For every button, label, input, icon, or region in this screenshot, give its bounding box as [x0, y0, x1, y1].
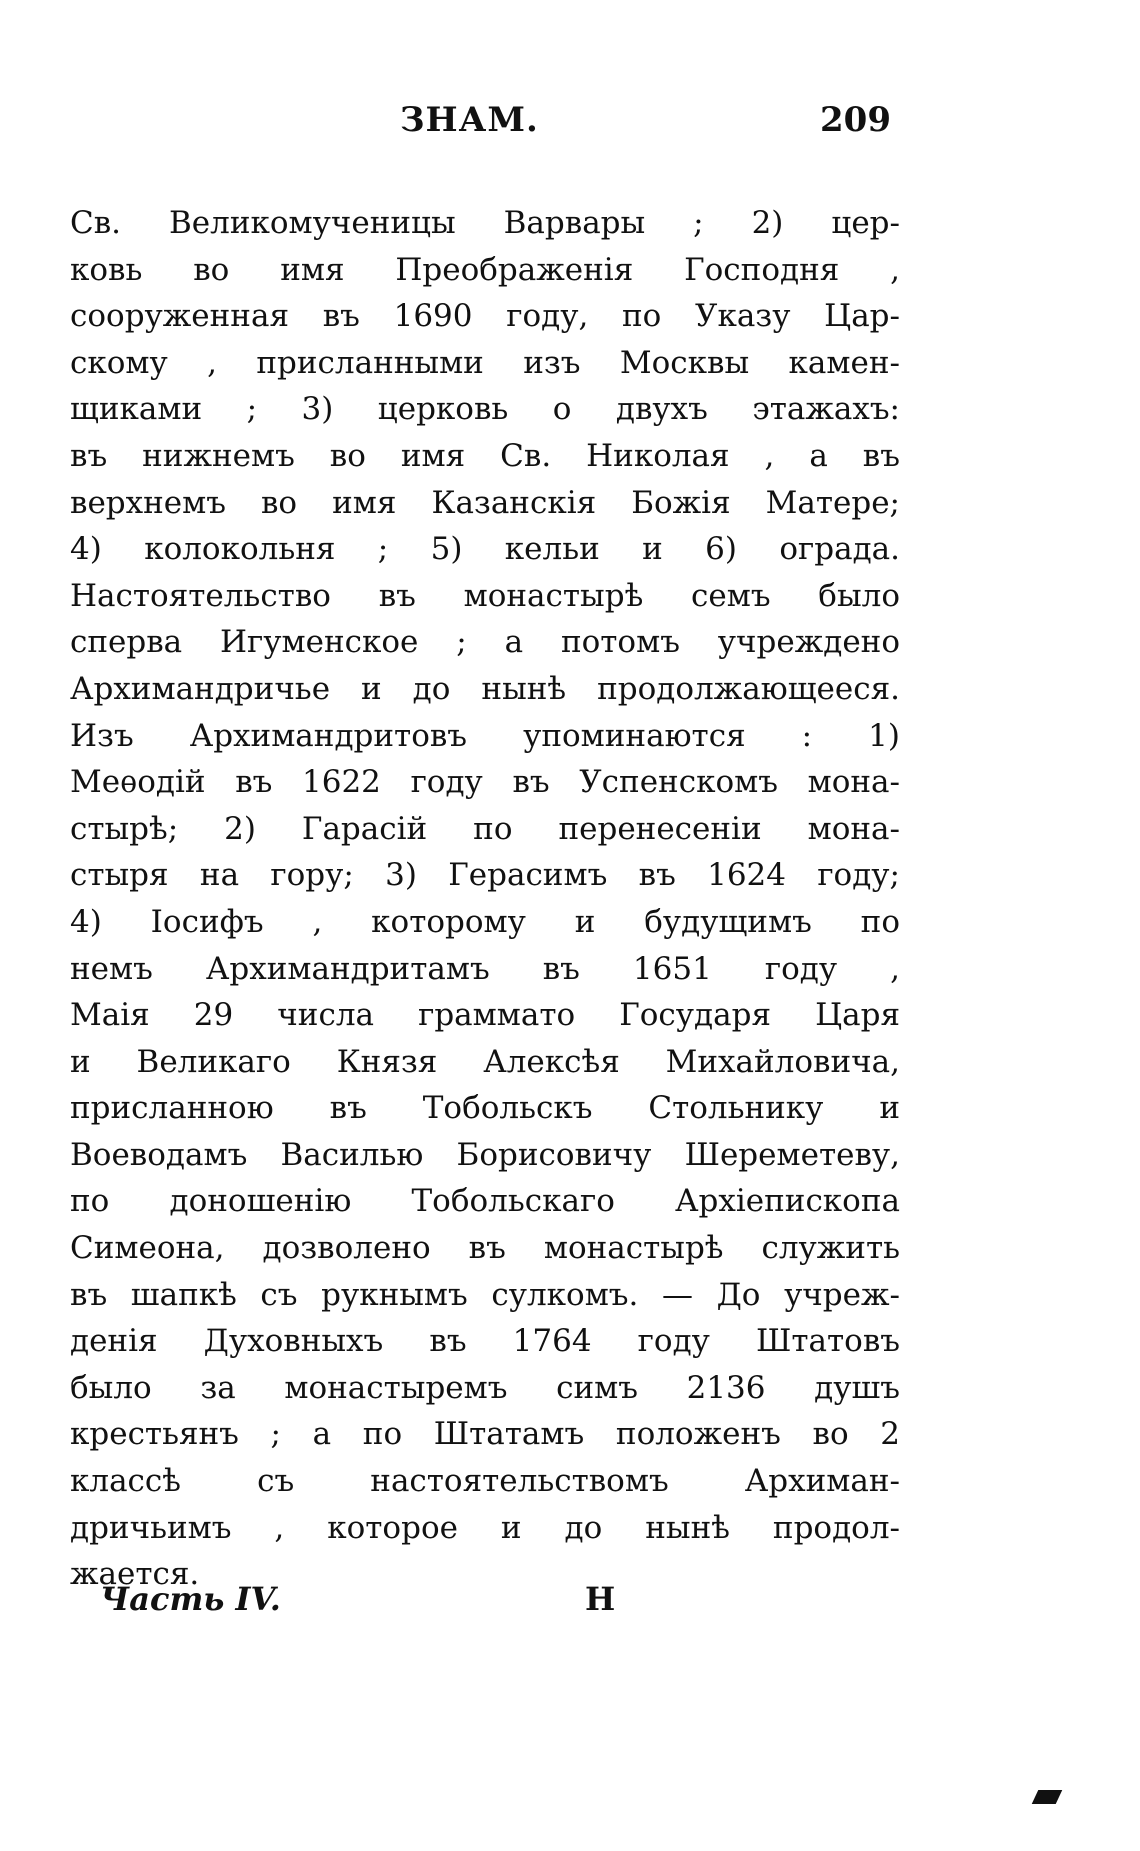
text-line: сооруженная въ 1690 году, по Указу Цар- — [70, 298, 900, 335]
text-line: и Великаго Князя Алексѣя Михайловича, — [70, 1043, 900, 1080]
body-text — [70, 200, 900, 1598]
text-line: сперва Игуменское ; а потомъ учреждено — [70, 624, 900, 661]
text-line: Настоятельство въ монастырѣ семъ было — [70, 577, 900, 614]
text-line: Симеона, дозволено въ монастырѣ служить — [70, 1230, 900, 1267]
text-line: ковь во имя Преображенія Господня , — [70, 251, 900, 288]
text-line: въ нижнемъ во имя Св. Николая , а въ — [70, 437, 900, 474]
text-line: по доношенію Тобольскаго Архіепископа — [70, 1183, 900, 1220]
text-line: было за монастыремъ симъ 2136 душъ — [70, 1369, 900, 1406]
volume-signature: Часть IV. — [100, 1580, 281, 1618]
text-line: денія Духовныхъ въ 1764 году Штатовъ — [70, 1323, 900, 1360]
text-line: Изъ Архимандритовъ упоминаются : 1) — [70, 717, 900, 754]
text-line: классѣ съ настоятельствомъ Архиман- — [70, 1463, 900, 1500]
text-line: верхнемъ во имя Казанскія Божія Матере; — [70, 484, 900, 521]
text-line: жается. — [70, 1556, 200, 1593]
page-number: 209 — [820, 100, 891, 140]
text-line: Воеводамъ Василью Борисовичу Шереметеву, — [70, 1136, 900, 1173]
page-footer — [0, 1580, 1140, 1630]
text-line: стыря на гору; 3) Герасимъ въ 1624 году; — [70, 857, 900, 894]
text-line: скому , присланными изъ Москвы камен- — [70, 344, 900, 381]
text-line: 4) Іосифъ , которому и будущимъ по — [70, 903, 900, 940]
text-line: немъ Архимандритамъ въ 1651 году , — [70, 950, 900, 987]
text-line: дричьимъ , которое и до нынѣ продол- — [70, 1509, 900, 1546]
text-line: 4) колокольня ; 5) кельи и 6) ограда. — [70, 531, 900, 568]
ink-blot-mark — [1032, 1790, 1063, 1804]
text-line: присланною въ Тобольскъ Стольнику и — [70, 1090, 900, 1127]
text-line: Архимандричье и до нынѣ продолжающееся. — [70, 670, 900, 707]
text-line: Св. Великомученицы Варвары ; 2) цер- — [70, 205, 900, 241]
text-line: стырѣ; 2) Гарасій по перенесеніи мона- — [70, 810, 900, 847]
text-line: Меѳодій въ 1622 году въ Успенскомъ мона- — [70, 764, 900, 801]
signature-mark: Н — [585, 1580, 616, 1618]
running-head — [0, 100, 1140, 150]
text-line: Маія 29 числа граммато Государя Царя — [70, 997, 900, 1034]
text-line: щиками ; 3) церковь о двухъ этажахъ: — [70, 391, 900, 428]
page-header-title: ЗНАМ. — [400, 100, 539, 140]
text-line: въ шапкѣ съ рукнымъ сулкомъ. — До учреж- — [70, 1276, 900, 1313]
text-line: крестьянъ ; а по Штатамъ положенъ во 2 — [70, 1416, 900, 1453]
